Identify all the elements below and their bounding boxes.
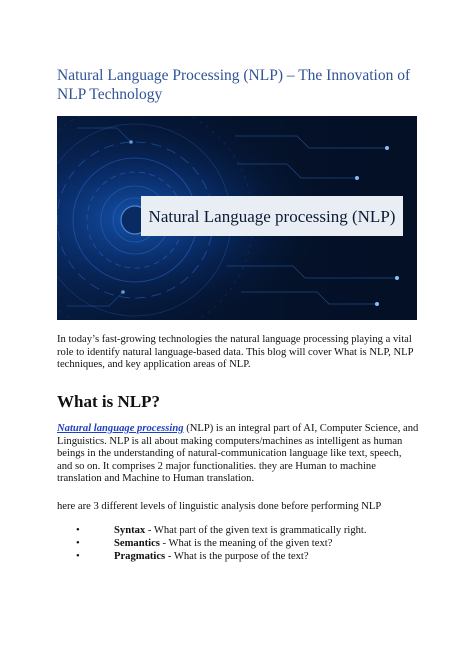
section-heading: What is NLP? <box>57 392 160 411</box>
list-item-desc: - What part of the given text is grammatically right. <box>145 525 367 536</box>
levels-intro: here are 3 different levels of linguistic analysis done before performing NLP <box>57 501 382 512</box>
list-item-desc: - What is the meaning of the given text? <box>159 537 333 549</box>
nlp-link[interactable]: Natural language processing <box>57 423 184 434</box>
list-item-term: Semantics <box>114 537 160 549</box>
list-item <box>57 551 419 564</box>
levels-list <box>57 525 419 563</box>
list-item-term: Syntax <box>114 525 146 536</box>
definition-paragraph <box>57 423 419 486</box>
list-item-desc: - What is the purpose of the text? <box>165 550 309 562</box>
bullet-icon: • <box>76 537 80 549</box>
list-item <box>57 525 419 538</box>
definition-text: (NLP) is an integral part of AI, Computer Science, and Linguistics. NLP is all about making computers/machines as intelligent as human beings in the understanding of natural-communication language like text, speech, and so on. It comprises 2 major functionalities. they are Human to machine translation and Machine to Human translation. <box>57 423 419 485</box>
hero-illustration <box>57 116 417 320</box>
banner-text: Natural Language processing (NLP) <box>148 207 396 226</box>
intro-paragraph: In today’s fast-growing technologies the natural language processing playing a vital role to identify natural language-based data. This blog will cover What is NLP, NLP techniques, and key application areas of NLP. <box>57 334 414 371</box>
list-item <box>57 538 419 551</box>
hero-image <box>57 116 417 320</box>
list-item-term: Pragmatics <box>114 550 166 562</box>
bullet-icon: • <box>76 550 80 562</box>
bullet-icon: • <box>76 525 80 536</box>
document-title: Natural Language Processing (NLP) – The Innovation of NLP Technology <box>57 67 411 103</box>
